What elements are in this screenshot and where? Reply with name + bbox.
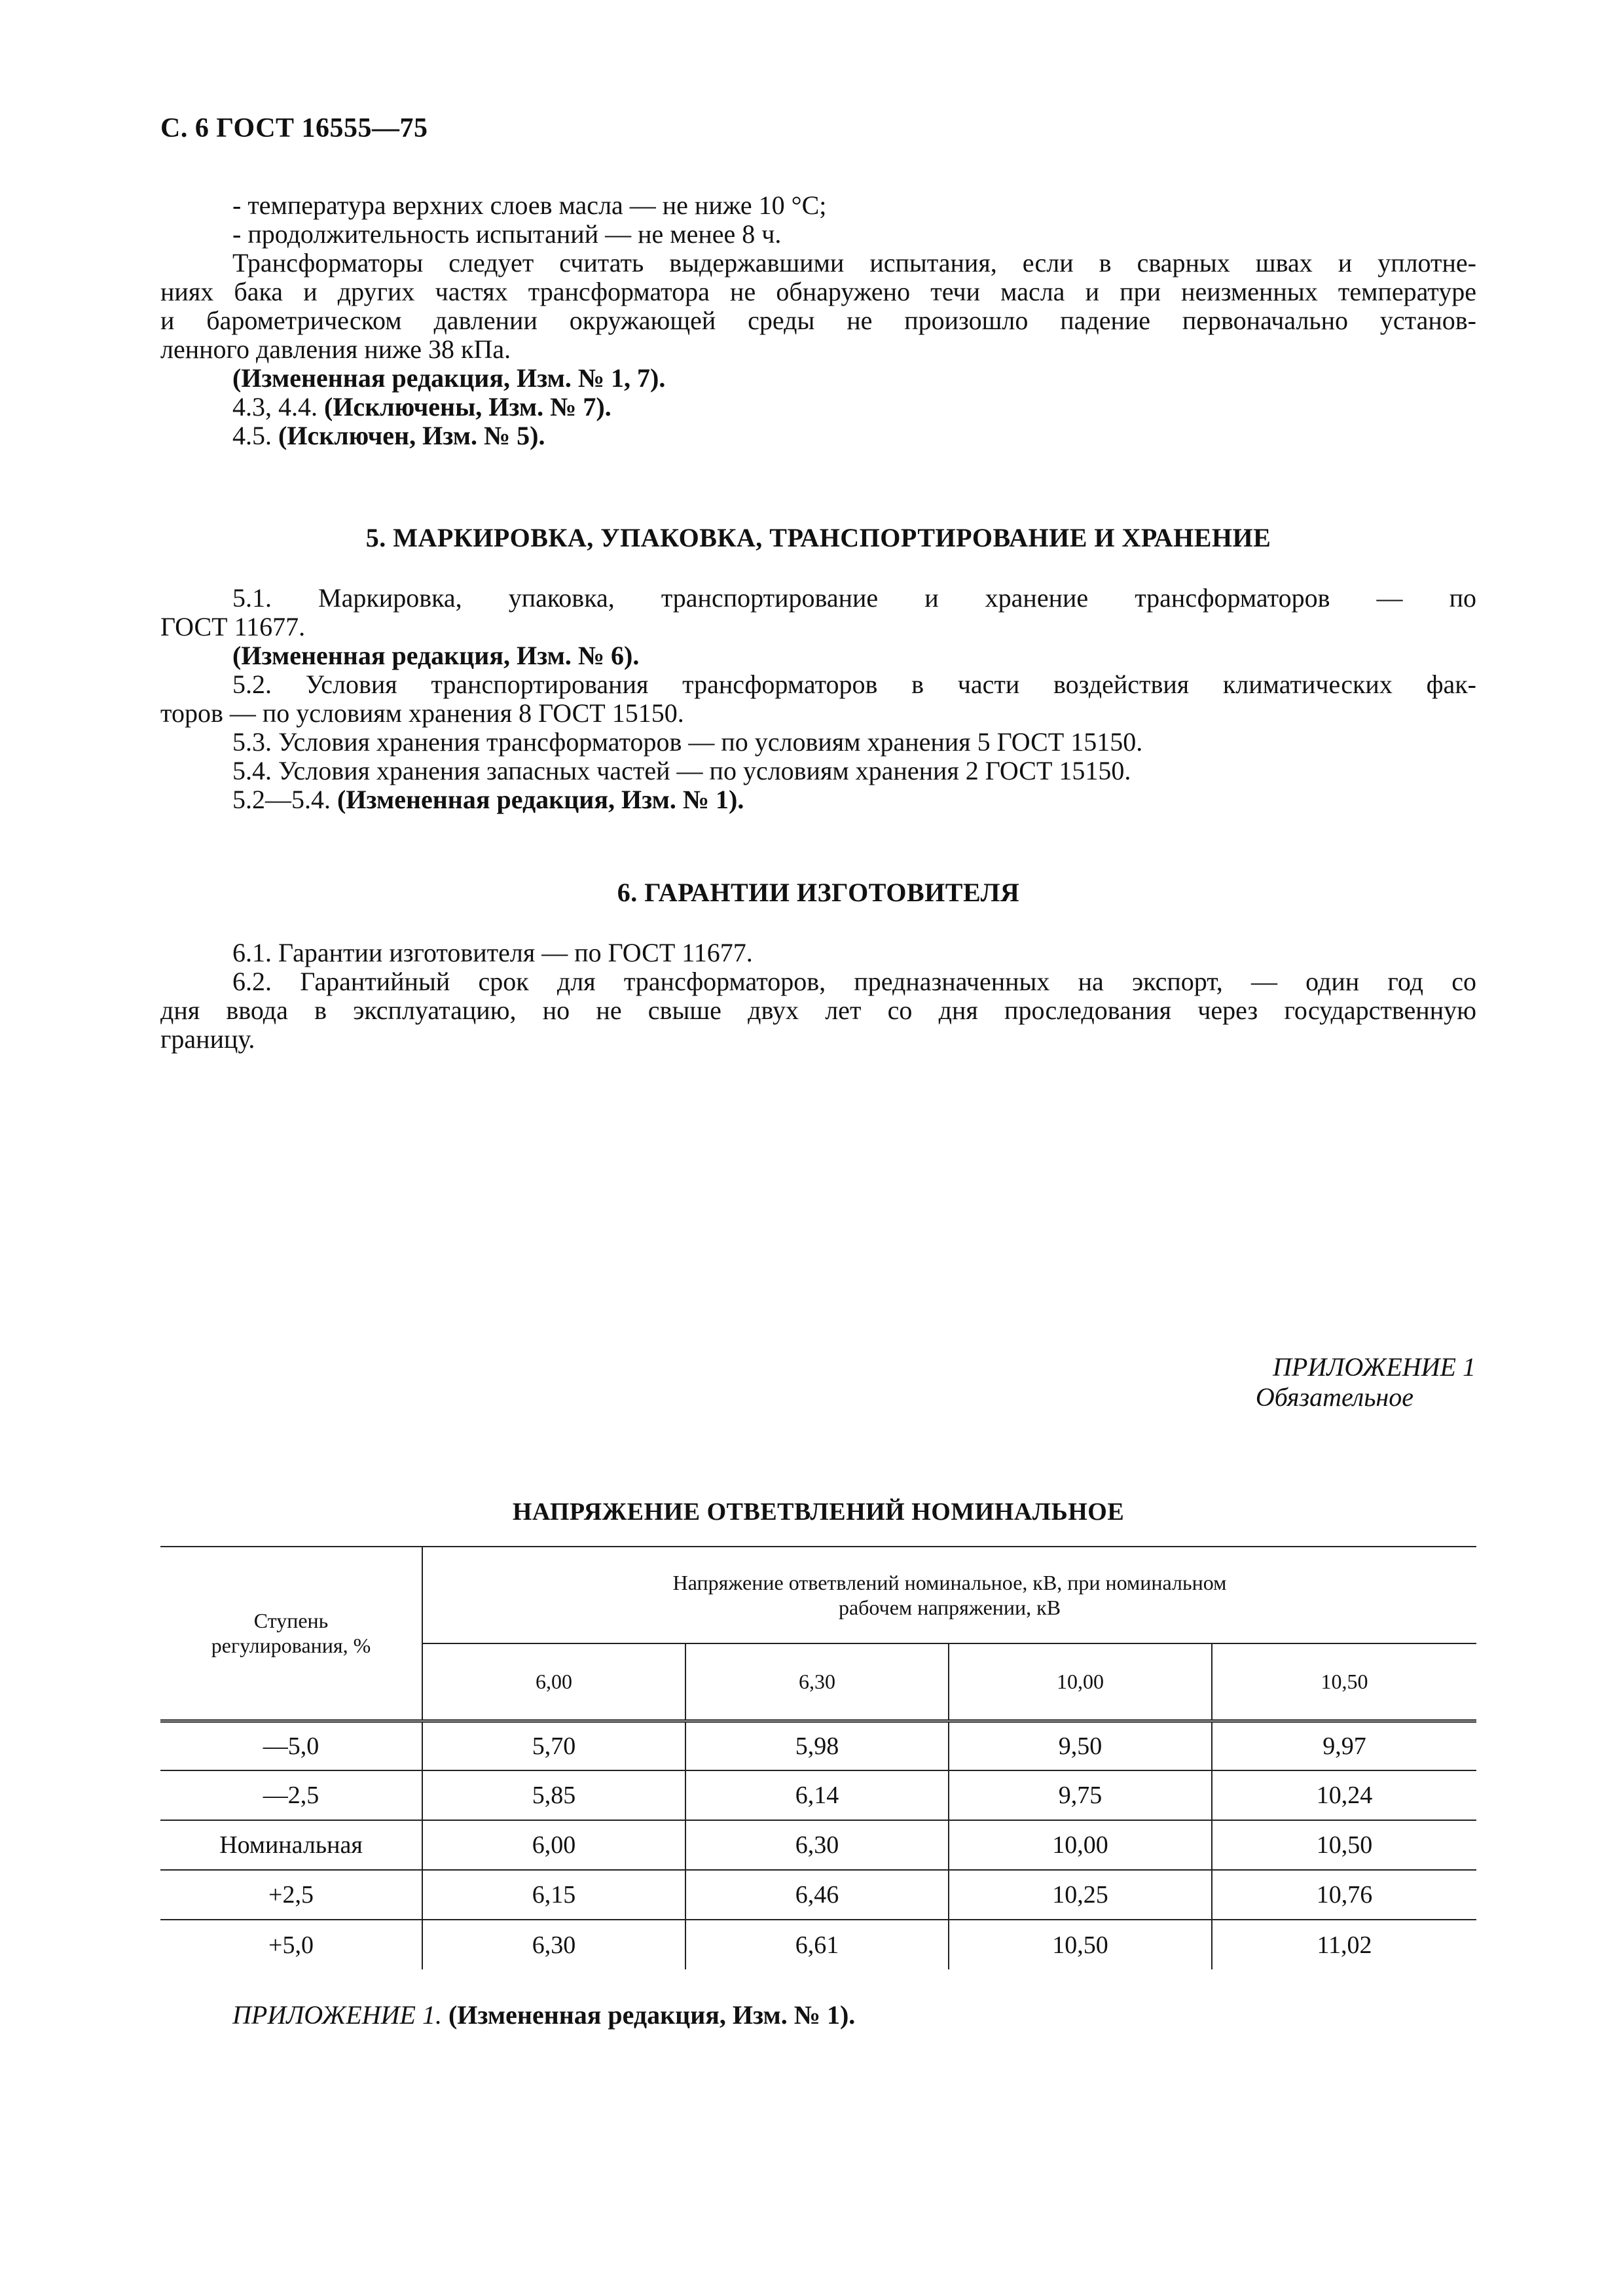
item-4-5: [160, 422, 1476, 450]
paragraph-line: 6.1. Гарантии изготовителя — по ГОСТ 11677.: [232, 938, 753, 967]
paragraph-line: Трансформаторы следует считать выдержавшими испытания, если в сварных швах и уплотне-: [232, 248, 1476, 278]
revision-note: (Измененная редакция, Изм. № 1).: [337, 785, 744, 814]
cell-value: 6,00: [422, 1820, 685, 1870]
cell-value: 5,70: [422, 1721, 685, 1770]
list-item: - температура верхних слоев масла — не ниже 10 °С;: [232, 190, 827, 220]
table-row: [160, 1870, 1476, 1920]
col-header-voltage: 6,00: [422, 1643, 685, 1721]
section-6-title: 6. ГАРАНТИИ ИЗГОТОВИТЕЛЯ: [617, 878, 1020, 907]
paragraph-line: ниях бака и других частях трансформатора не обнаружено течи масла и при неизменных температуре: [160, 277, 1476, 306]
cell-step: Номинальная: [160, 1820, 422, 1870]
paragraph-line: границу.: [160, 1024, 255, 1054]
cell-value: 6,46: [685, 1870, 949, 1920]
cell-value: 5,98: [685, 1721, 949, 1770]
section6-body: [160, 939, 1476, 1054]
paragraph-line: 5.4. Условия хранения запасных частей — по условиям хранения 2 ГОСТ 15150.: [232, 756, 1131, 785]
item-number: 4.3, 4.4.: [232, 392, 318, 422]
paragraph-line: 6.2. Гарантийный срок для трансформаторов, предназначенных на экспорт, — один год со: [232, 967, 1476, 996]
section-5-title: 5. МАРКИРОВКА, УПАКОВКА, ТРАНСПОРТИРОВАНИЕ И ХРАНЕНИЕ: [365, 523, 1271, 552]
cell-step: —5,0: [160, 1721, 422, 1770]
group-header: [422, 1547, 1476, 1643]
cell-value: 11,02: [1317, 1931, 1372, 1959]
item-4-3-4-4: [160, 393, 1476, 422]
col-header-step-line1: Ступень: [253, 1609, 329, 1633]
group-header-line1: Напряжение ответвлений номинальное, кВ, при номинальном: [672, 1571, 1227, 1594]
table-row: [160, 1721, 1476, 1770]
cell-value: 6,14: [685, 1770, 949, 1820]
cell-step: +5,0: [160, 1920, 422, 1969]
paragraph-line: 5.2. Условия транспортирования трансформаторов в части воздействия климатических фак-: [232, 670, 1476, 699]
tap-voltage-table: [160, 1546, 1476, 1969]
paragraph-line: 5.1. Маркировка, упаковка, транспортирование и хранение трансформаторов — по: [232, 583, 1476, 613]
table-title: НАПРЯЖЕНИЕ ОТВЕТВЛЕНИЙ НОМИНАЛЬНОЕ: [512, 1498, 1125, 1526]
footer-label: ПРИЛОЖЕНИЕ 1.: [232, 2000, 442, 2030]
item-number: 4.5.: [232, 421, 272, 450]
table-row: [160, 1770, 1476, 1820]
appendix-status: Обязательное: [1255, 1382, 1413, 1412]
cell-value: 10,00: [949, 1820, 1212, 1870]
col-header-voltage: 10,50: [1212, 1643, 1476, 1721]
paragraph-line: дня ввода в эксплуатацию, но не свыше двух лет со дня проследования через государственную: [160, 996, 1476, 1025]
col-header-step-line2: регулирования, %: [211, 1634, 371, 1658]
item-5-2-5-4: [160, 785, 1476, 814]
cell-step: —2,5: [160, 1770, 422, 1820]
table-row: [160, 1820, 1476, 1870]
cell-value: 10,76: [1212, 1870, 1476, 1920]
revision-note: (Исключен, Изм. № 5).: [278, 421, 545, 450]
cell-value: 10,50: [1212, 1820, 1476, 1870]
cell-value: 10,24: [1212, 1770, 1476, 1820]
paragraph-line: торов — по условиям хранения 8 ГОСТ 15150.: [160, 698, 684, 728]
paragraph-line: 5.3. Условия хранения трансформаторов — по условиям хранения 5 ГОСТ 15150.: [232, 727, 1143, 757]
col-header-voltage: 10,00: [949, 1643, 1212, 1721]
revision-note: (Измененная редакция, Изм. № 6).: [232, 641, 640, 670]
cell-step: +2,5: [160, 1870, 422, 1920]
cell-value: 6,30: [422, 1920, 685, 1969]
revision-note: (Измененная редакция, Изм. № 1, 7).: [232, 363, 666, 393]
footer-revision-note: (Измененная редакция, Изм. № 1).: [448, 2000, 856, 2030]
table-body: [160, 1721, 1476, 1969]
cell-value: 6,61: [685, 1920, 949, 1969]
list-item: - продолжительность испытаний — не менее 8 ч.: [232, 219, 782, 249]
page-header: С. 6 ГОСТ 16555—75: [160, 113, 428, 143]
paragraph-line: ГОСТ 11677.: [160, 612, 306, 641]
paragraph-line: и барометрическом давлении окружающей среды не произошло падение первоначально установ-: [160, 306, 1476, 335]
cell-value: 9,75: [949, 1770, 1212, 1820]
cell-value: 10,25: [949, 1870, 1212, 1920]
appendix-footer-note: [232, 2000, 855, 2030]
appendix-label: [1256, 1352, 1476, 1412]
cell-value: 6,30: [685, 1820, 949, 1870]
cell-value: 9,97: [1212, 1721, 1476, 1770]
item-number: 5.2—5.4.: [232, 785, 331, 814]
group-header-line2: рабочем напряжении, кВ: [838, 1596, 1061, 1619]
appendix-number: ПРИЛОЖЕНИЕ 1: [1273, 1352, 1476, 1382]
revision-note: (Исключены, Изм. № 7).: [324, 392, 611, 422]
cell-value: 10,50: [949, 1920, 1212, 1969]
section4-continuation: [160, 191, 1476, 450]
col-header-step: [160, 1547, 422, 1721]
section5-body: [160, 584, 1476, 814]
cell-value: 6,15: [422, 1870, 685, 1920]
paragraph-line: ленного давления ниже 38 кПа.: [160, 334, 511, 364]
table-row: [160, 1920, 1476, 1969]
cell-value: 9,50: [949, 1721, 1212, 1770]
col-header-voltage: 6,30: [685, 1643, 949, 1721]
cell-value: 5,85: [422, 1770, 685, 1820]
